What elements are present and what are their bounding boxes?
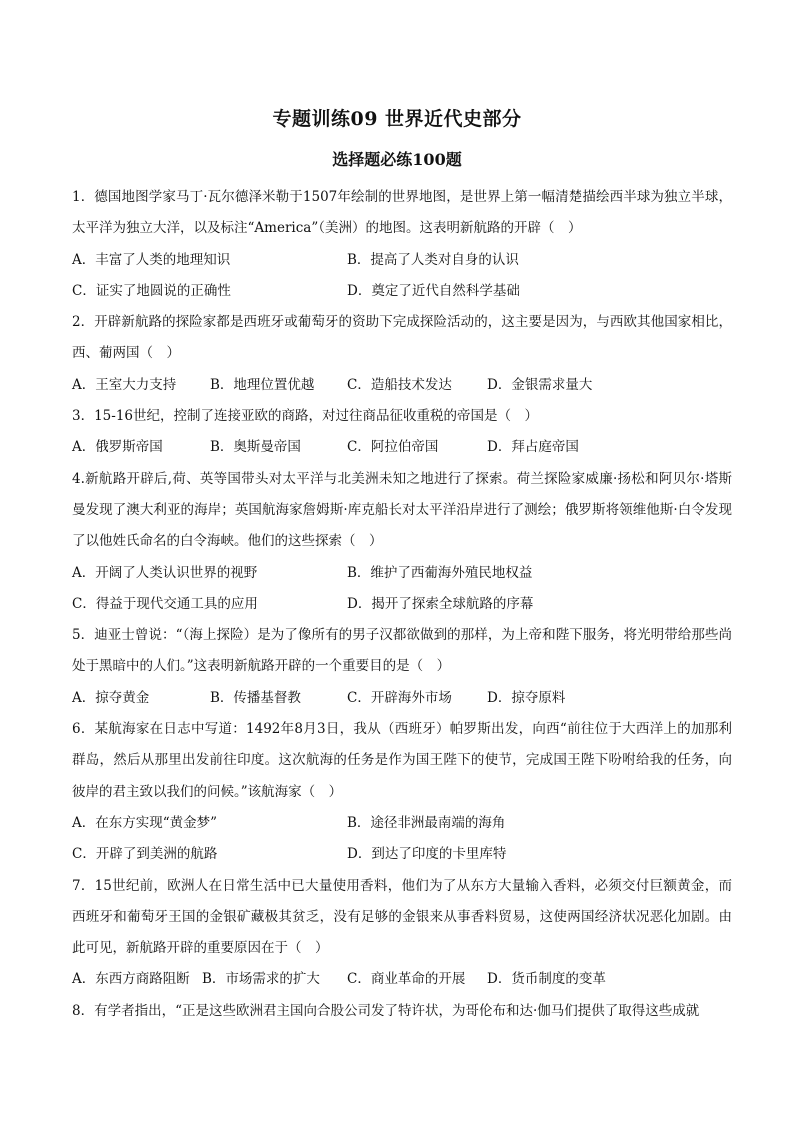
question-1-options-row-2 (72, 276, 732, 307)
question-6-options-row-2 (72, 839, 732, 870)
question-7-stem: 7．15世纪前，欧洲人在日常生活中已大量使用香料，他们为了从东方大量输入香料，必须交付巨额黄金，而西班牙和葡萄牙王国的金银矿藏极其贫乏，没有足够的金银来从事香料贸易，这使两国经济状况恶化加剧。由此可见，新航路开辟的重要原因在于（ ） (72, 877, 732, 957)
question-6-options-row-1 (72, 808, 732, 839)
question-1-option-d: D．奠定了近代自然科学基础 (347, 282, 520, 299)
question-1-option-a: A．丰富了人类的地理知识 (72, 251, 231, 268)
question-6-option-d: D．到达了印度的卡里库特 (347, 846, 507, 863)
question-6-option-c: C．开辟了到美洲的航路 (72, 846, 218, 863)
question-3-option-a: A．俄罗斯帝国 (72, 439, 163, 456)
question-7-option-d: D．货币制度的变革 (487, 971, 606, 988)
question-7-option-b: B．市场需求的扩大 (202, 971, 320, 988)
question-3-option-c: C．阿拉伯帝国 (347, 439, 439, 456)
question-2-stem: 2．开辟新航路的探险家都是西班牙或葡萄牙的资助下完成探险活动的，这主要是因为，与西欧其他国家相比，西、葡两国（ ） (72, 314, 732, 362)
question-list (72, 182, 732, 1027)
question-1-option-c: C．证实了地圆说的正确性 (72, 282, 231, 299)
question-7-option-c: C．商业革命的开展 (347, 971, 466, 988)
question-2-option-d: D．金银需求量大 (487, 376, 593, 393)
question-1-option-b: B．提高了人类对自身的认识 (347, 251, 519, 268)
question-5-option-d: D．掠夺原料 (487, 689, 566, 706)
question-6-stem: 6．某航海家在日志中写道：1492年8月3日，我从（西班牙）帕罗斯出发，向西“前往位于大西洋上的加那利群岛，然后从那里出发前往印度。这次航海的任务是作为国王陛下的使节，完成国王陛下吩咐给我的任务，向彼岸的君主致以我们的问候。”该航海家（ ） (72, 721, 732, 800)
question-4-option-b: B．维护了西葡海外殖民地权益 (347, 564, 533, 581)
question-4-option-c: C．得益于现代交通工具的应用 (72, 595, 258, 612)
question-3-option-b: B．奥斯曼帝国 (210, 439, 301, 456)
question-3-option-d: D．拜占庭帝国 (487, 439, 579, 456)
question-3-options (72, 432, 732, 463)
question-5-options (72, 683, 732, 714)
question-4-stem: 4.新航路开辟后,荷、英等国带头对太平洋与北美洲未知之地进行了探索。荷兰探险家威廉·扬松和阿贝尔·塔斯曼发现了澳大利亚的海岸；英国航海家詹姆斯·库克船长对太平洋沿岸进行了测绘；俄罗斯将领维他斯·白令发现了以他姓氏命名的白令海峡。他们的这些探索（ ） (72, 470, 732, 550)
question-4-option-d: D．揭开了探索全球航路的序幕 (347, 595, 534, 612)
question-3-stem: 3．15-16世纪，控制了连接亚欧的商路，对过往商品征收重税的帝国是（ ） (72, 408, 539, 425)
question-2-options (72, 370, 732, 401)
question-4-option-a: A．开阔了人类认识世界的视野 (72, 564, 258, 581)
question-4-options-row-1 (72, 558, 732, 589)
question-5-option-b: B．传播基督教 (210, 689, 301, 706)
question-1-options-row-1 (72, 245, 732, 276)
question-1-stem: 1．德国地图学家马丁·瓦尔德泽米勒于1507年绘制的世界地图，是世界上第一幅清楚描绘西半球为独立半球，太平洋为独立大洋，以及标注“America”（美洲）的地图。这表明新航路的开辟（ ） (72, 189, 732, 237)
page-subtitle: 选择题必练100题 (332, 150, 462, 169)
question-5-stem: 5．迪亚士曾说：“（海上探险）是为了像所有的男子汉都欲做到的那样，为上帝和陛下服务，将光明带给那些尚处于黑暗中的人们。”这表明新航路开辟的一个重要目的是（ ） (72, 627, 732, 675)
question-4-options-row-2 (72, 589, 732, 620)
question-6-option-a: A．在东方实现“黄金梦” (72, 814, 218, 831)
question-2-option-a: A．王室大力支持 (72, 376, 177, 393)
question-8-stem: 8．有学者指出，“正是这些欧洲君主国向合股公司发了特许状，为哥伦布和达·伽马们提供了取得这些成就 (72, 1002, 700, 1019)
question-7-option-a: A．东西方商路阻断 (72, 971, 190, 988)
question-5-option-c: C．开辟海外市场 (347, 689, 452, 706)
question-2-option-c: C．造船技术发达 (347, 376, 452, 393)
question-6-option-b: B．途径非洲最南端的海角 (347, 814, 506, 831)
question-2-option-b: B．地理位置优越 (210, 376, 315, 393)
question-7-options (72, 964, 732, 995)
page-title: 专题训练09 世界近代史部分 (272, 108, 522, 130)
question-5-option-a: A．掠夺黄金 (72, 689, 150, 706)
